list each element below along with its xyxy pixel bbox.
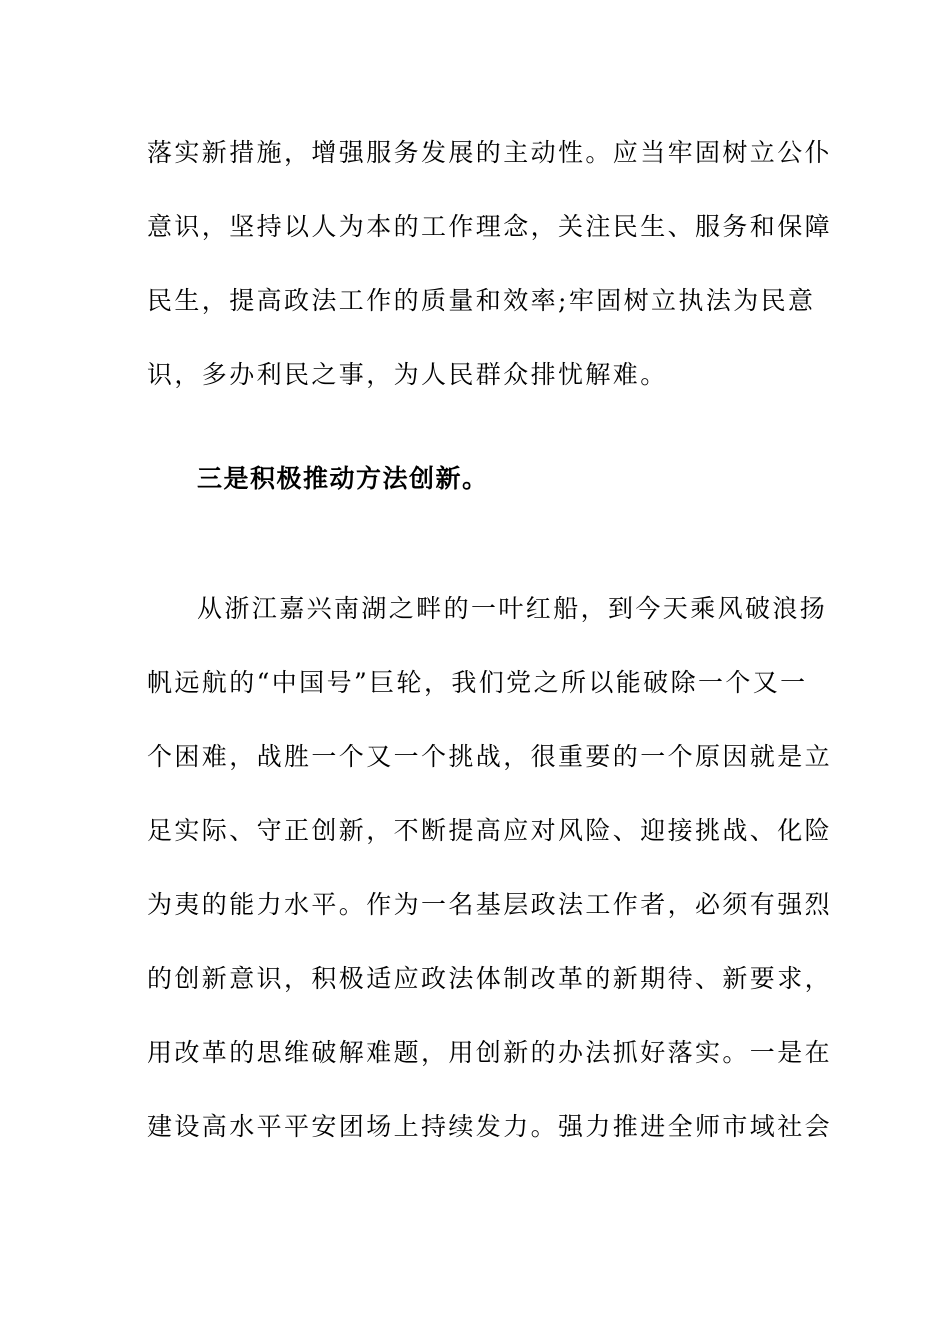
paragraph-1-line-4: 识，多办利民之事，为人民群众排忧解难。: [147, 360, 668, 389]
paragraph-1-line-3: 民生，提高政法工作的质量和效率;牢固树立执法为民意: [147, 286, 816, 315]
paragraph-2-line-6: 的创新意识，积极适应政法体制改革的新期待、新要求，: [147, 964, 833, 993]
paragraph-2-line-8: 建设高水平平安团场上持续发力。强力推进全师市域社会: [147, 1112, 833, 1141]
paragraph-2-line-1: 从浙江嘉兴南湖之畔的一叶红船，到今天乘风破浪扬: [197, 594, 828, 623]
paragraph-2-line-2: 帆远航的“中国号”巨轮，我们党之所以能破除一个又一: [147, 668, 808, 697]
paragraph-2-line-3: 个困难，战胜一个又一个挑战，很重要的一个原因就是立: [147, 742, 833, 771]
paragraph-1-line-2: 意识，坚持以人为本的工作理念，关注民生、服务和保障: [147, 212, 833, 241]
section-heading: 三是积极推动方法创新。: [197, 464, 489, 493]
paragraph-2-line-7: 用改革的思维破解难题，用创新的办法抓好落实。一是在: [147, 1038, 833, 1067]
paragraph-2-line-4: 足实际、守正创新，不断提高应对风险、迎接挑战、化险: [147, 816, 833, 845]
paragraph-2-line-5: 为夷的能力水平。作为一名基层政法工作者，必须有强烈: [147, 890, 833, 919]
paragraph-1-line-1: 落实新措施，增强服务发展的主动性。应当牢固树立公仆: [147, 138, 833, 167]
